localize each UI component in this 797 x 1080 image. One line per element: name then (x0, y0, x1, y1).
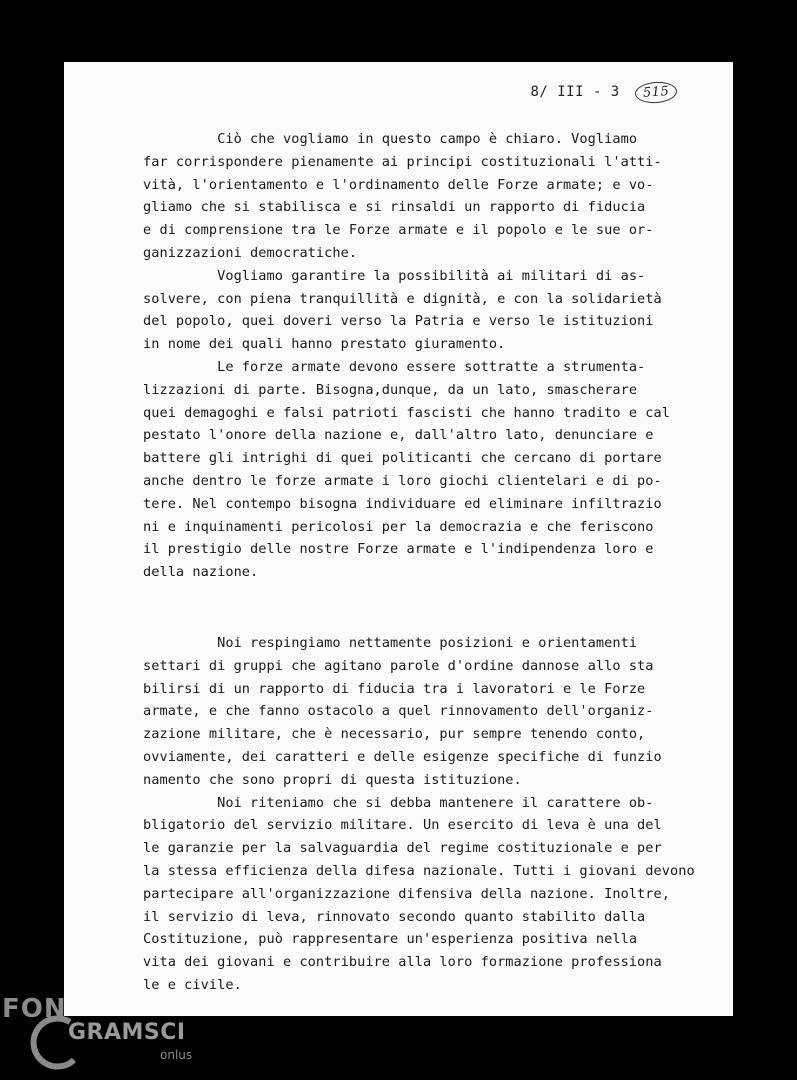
logo-gramsci-text: GRAMSCI (68, 1020, 186, 1045)
text-line: anche dentro le forze armate i loro giochi clientelari e di po- (143, 472, 662, 489)
text-line: vità, l'orientamento e l'ordinamento delle Forze armate; e vo- (143, 176, 654, 193)
text-line: Costituzione, può rappresentare un'esperienza positiva nella (143, 931, 638, 948)
text-line: pestato l'onore della nazione e, dall'altro lato, denunciare e (143, 427, 654, 444)
text-line: armate, e che fanno ostacolo a quel rinnovamento dell'organiz- (143, 703, 654, 720)
text-line: Le forze armate devono essere sottratte a strumenta- (143, 358, 646, 375)
text-line: Ciò che vogliamo in questo campo è chiaro. Vogliamo (143, 131, 638, 147)
text-line: ni e inquinamenti pericolosi per la democrazia e che feriscono (143, 518, 654, 535)
text-line: far corrispondere pienamente ai principi costituzionali l'atti- (143, 153, 662, 170)
text-line: Noi riteniamo che si debba mantenere il carattere ob- (143, 794, 654, 811)
body-section-1 (143, 128, 718, 584)
text-line: in nome dei quali hanno prestato giuramento. (143, 336, 506, 353)
document-reference (530, 82, 677, 103)
text-line: Noi respingiamo nettamente posizioni e orientamenti (143, 635, 638, 651)
text-line: bligatorio del servizio militare. Un esercito di leva è una del (143, 817, 662, 834)
body-section-2 (143, 632, 718, 997)
text-line: del popolo, quei doveri verso la Patria e verso le istituzioni (143, 313, 654, 330)
text-line: Vogliamo garantire la possibilità ai militari di as- (143, 267, 646, 284)
text-line: ganizzazioni democratiche. (143, 244, 358, 261)
text-line: lizzazioni di parte. Bisogna,dunque, da un lato, smascherare (143, 381, 638, 398)
text-line: vita dei giovani e contribuire alla loro formazione professiona (143, 954, 662, 971)
text-line: le e civile. (143, 976, 242, 993)
reference-number: 8/ III - 3 (530, 84, 620, 100)
text-line: tere. Nel contempo bisogna individuare ed eliminare infiltrazio (143, 495, 662, 512)
logo-onlus-text: onlus (160, 1048, 193, 1062)
text-line: settari di gruppi che agitano parole d'ordine dannose allo sta (143, 657, 654, 674)
text-line: namento che sono propri di questa istituzione. (143, 771, 522, 788)
text-line: zazione militare, che è necessario, pur sempre tenendo conto, (143, 726, 646, 743)
text-line: la stessa efficienza della difesa nazionale. Tutti i giovani devono (143, 862, 695, 879)
page-number-stamp: 515 (634, 81, 678, 105)
text-line: quei demagoghi e falsi patrioti fascisti che hanno tradito e cal (143, 404, 670, 421)
text-line: le garanzie per la salvaguardia del regime costituzionale e per (143, 840, 662, 857)
document-page (64, 62, 733, 1016)
text-line: della nazione. (143, 564, 259, 581)
fondazione-gramsci-logo (0, 990, 220, 1080)
text-line: il servizio di leva, rinnovato secondo quanto stabilito dalla (143, 908, 646, 925)
text-line: solvere, con piena tranquillità e dignità, e con la solidarietà (143, 290, 662, 307)
text-line: battere gli intrighi di quei politicanti che cercano di portare (143, 450, 662, 467)
text-line: partecipare all'organizzazione difensiva della nazione. Inoltre, (143, 885, 670, 902)
text-line: e di comprensione tra le Forze armate e il popolo e le sue or- (143, 222, 654, 239)
text-line: bilirsi di un rapporto di fiducia tra i lavoratori e le Forze (143, 680, 646, 697)
text-line: il prestigio delle nostre Forze armate e l'indipendenza loro e (143, 541, 654, 558)
logo-fon-text: FON (2, 994, 67, 1024)
text-line: gliamo che si stabilisca e si rinsaldi un rapporto di fiducia (143, 199, 646, 216)
text-line: ovviamente, dei caratteri e delle esigenze specifiche di funzio (143, 748, 662, 765)
